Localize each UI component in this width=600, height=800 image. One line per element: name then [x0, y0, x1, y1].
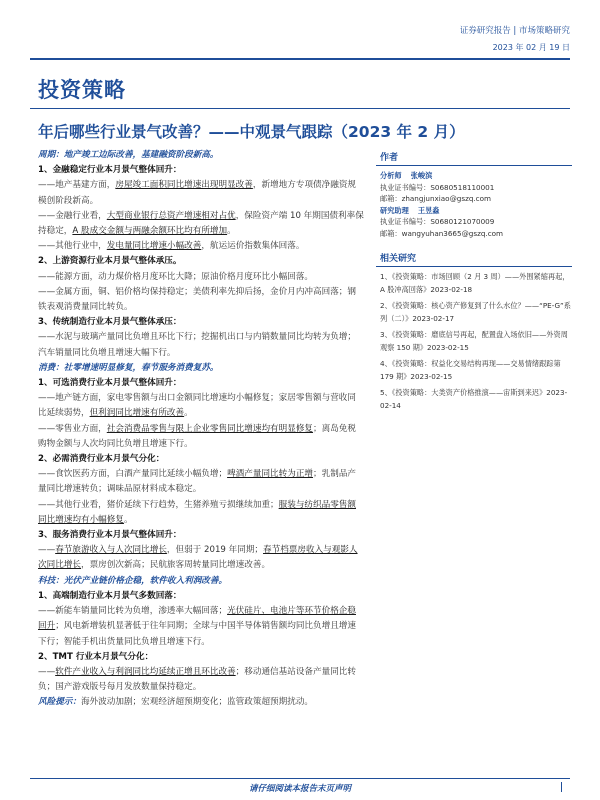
section-heading: 3、服务消费行业本月景气整体回升： — [38, 530, 182, 541]
page-marker — [561, 782, 570, 792]
report-type: 证券研究报告 | 市场策略研究 — [459, 26, 570, 36]
footer-rule — [30, 778, 570, 779]
section-heading: 2、必需消费行业本月景气分化： — [38, 454, 165, 465]
paragraph: ——新能车销量同比转为负增，渗透率大幅回落；光伏硅片、电池片等环节价格企稳回升；风电新增装机显著低于往年同期；全球与中国半导体销售额均同比负增且增速下行；智能手机出货量同比负增且增速下行。 — [38, 606, 356, 647]
brand-title: 投资策略 — [38, 77, 126, 102]
author-block: 分析师 张峻滨 执业证书编号：S0680518110001 邮箱：zhangjunxiao@gszq.com 研究助理 王昱淼 执业证书编号：S0680121070009 邮箱：wangyuhan3665@gszq.com — [376, 170, 572, 239]
paragraph: ——软件产业收入与利润同比均延续正增且环比改善；移动通信基站设备产量同比转负；国产游戏版号每月发放数量保持稳定。 — [38, 666, 356, 693]
cycle-lead: 周期：地产竣工边际改善，基建融资阶段新高。 — [38, 150, 219, 160]
consumption-lead: 消费：社零增速明显修复，春节服务消费复苏。 — [38, 362, 219, 373]
section-heading: 1、高端制造行业本月景气多数回落： — [38, 590, 182, 601]
paragraph: ——水泥与玻璃产量同比负增且环比下行；挖掘机出口与内销数量同比均转为负增；汽车销量同比负增且增速大幅下行。 — [38, 332, 356, 358]
footer-disclaimer: 请仔细阅读本报告末页声明 — [248, 784, 351, 794]
cert-number: 执业证书编号：S0680121070009 — [380, 217, 495, 226]
brand-rule — [30, 108, 570, 109]
related-item[interactable]: 2、《投资策略：核心资产修复到了什么水位？——“PE-G”系列（二）》2023-02-17 — [380, 301, 571, 323]
paragraph: ——其他行业看，猪价延续下行趋势，生猪养殖亏损继续加重；服装与纺织品零售额同比增速均有小幅修复。 — [38, 499, 356, 525]
paragraph: ——食饮医药方面，白酒产量同比延续小幅负增；啤酒产量同比转为正增；乳制品产量同比增速转负；调味品原材料成本稳定。 — [38, 469, 357, 495]
sidebar — [376, 148, 572, 416]
section-heading: 2、上游资源行业本月景气整体承压。 — [38, 256, 182, 267]
page-title: 年后哪些行业景气改善？——中观景气跟踪（2023 年 2 月） — [38, 123, 465, 141]
related-item[interactable]: 4、《投资策略：权益化交易结构再现——交易情绪跟踪第 179 期》2023-02-15 — [380, 359, 561, 381]
header-rule — [30, 58, 570, 60]
section-heading: 1、可选消费行业本月景气整体回升： — [38, 378, 182, 389]
related-item[interactable]: 3、《投资策略：磨底信号再起，配置盘入场依旧——外资周观察 150 期》2023-02-15 — [380, 330, 568, 352]
tech-lead: 科技：光伏产业链价格企稳，软件收入利润改善。 — [38, 575, 228, 586]
paragraph: ——其他行业中，发电量同比增速小幅改善，航运运价指数集体回落。 — [38, 241, 305, 252]
summary-column — [38, 148, 364, 711]
related-item[interactable]: 5、《投资策略：大类资产价格推演——宙斯到来迟》2023-02-14 — [380, 388, 568, 410]
paragraph: ——金融行业看，大型商业银行总资产增速相对占优，保险资产端 10 年期国债利率保持稳定，A 股成交金额与两融余额环比均有所增加。 — [38, 210, 364, 237]
related-heading: 相关研究 — [376, 249, 572, 267]
related-list — [376, 271, 572, 412]
cert-number: 执业证书编号：S0680518110001 — [380, 182, 495, 192]
email[interactable]: 邮箱：zhangjunxiao@gszq.com — [380, 194, 492, 203]
section-heading: 1、金融稳定行业本月景气整体回升： — [38, 165, 182, 176]
email[interactable]: 邮箱：wangyuhan3665@gszq.com — [380, 228, 504, 238]
paragraph: ——零售业方面，社会消费品零售与限上企业零售同比增速均有明显修复；离岛免税购物金额与人次均同比负增且增速下行。 — [38, 423, 357, 449]
section-heading: 3、传统制造行业本月景气整体承压： — [38, 317, 182, 328]
paragraph: ——春节旅游收入与人次同比增长，但弱于 2019 年同期；春节档票房收入与观影人次同比增长，票房创次新高；民航旅客周转量同比增速改善。 — [38, 545, 358, 571]
paragraph: ——能源方面，动力煤价格月度环比大降；原油价格月度环比小幅回落。 — [38, 271, 314, 282]
authors-heading: 作者 — [376, 148, 572, 166]
paragraph: ——金属方面，铜、铝价格均保持稳定；美债利率先抑后扬，金价月内冲高回落；钢铁表观消费量同比转负。 — [38, 286, 356, 313]
paragraph: ——地产链方面，家电零售额与出口金额同比增速均小幅修复；家居零售额与营收同比延续弱势，但利润同比增速有所改善。 — [38, 393, 356, 419]
related-item[interactable]: 1、《投资策略：市场回顾（2 月 3 周）——外围紧缩再起，A 股冲高回落》2023-02-18 — [380, 272, 570, 294]
report-date: 2023 年 02 月 19 日 — [492, 43, 570, 52]
risk-warning: 风险提示：海外波动加剧；宏观经济超预期变化；监管政策超预期扰动。 — [38, 697, 314, 708]
paragraph: ——地产基建方面，房屋竣工面积同比增速出现明显改善，新增地方专项债净融资规模创阶段新高。 — [38, 180, 357, 206]
section-heading: 2、TMT 行业本月景气分化： — [38, 651, 154, 662]
